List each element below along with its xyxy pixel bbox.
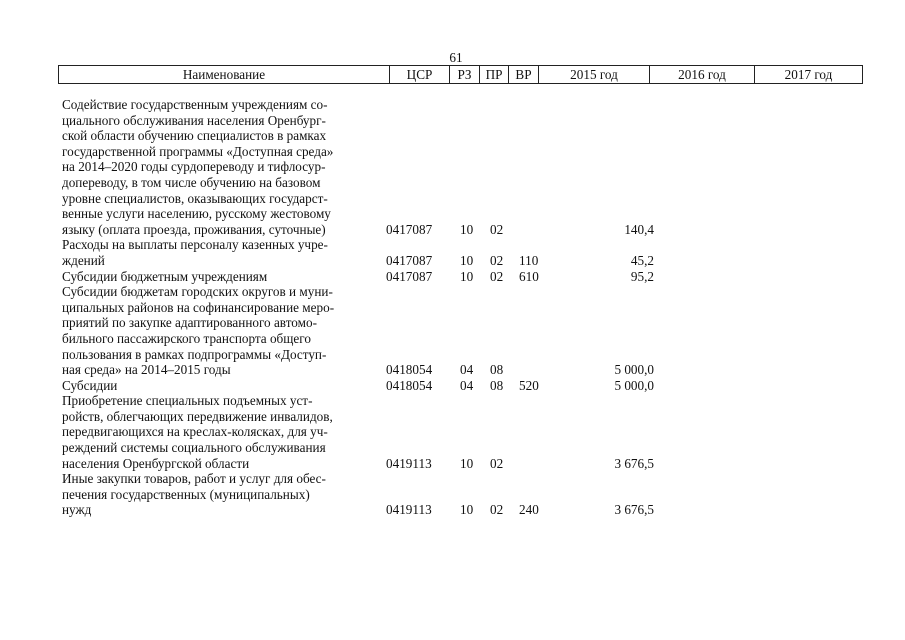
table-row <box>0 284 905 378</box>
row-name-line: ской области обучению специалистов в рамках <box>62 128 327 144</box>
cell-vr: 110 <box>519 252 539 268</box>
row-name <box>62 284 372 378</box>
table-body <box>0 97 905 518</box>
table-row <box>0 97 905 237</box>
header-name: Наименование <box>182 67 266 82</box>
cell-pr: 02 <box>490 268 504 284</box>
row-name-line: ройств, облегчающих передвижение инвалидов, <box>62 408 333 424</box>
cell-2015: 5 000,0 <box>614 377 654 393</box>
row-name-line: на 2014–2020 годы сурдопереводу и тифлосур- <box>62 159 326 175</box>
cell-pr: 02 <box>490 221 504 237</box>
row-name-line: Расходы на выплаты персоналу казенных учре- <box>62 237 328 253</box>
cell-csr: 0417087 <box>386 268 433 284</box>
row-name-line: Содействие государственным учреждениям со- <box>62 97 328 112</box>
cell-rz: 10 <box>460 252 474 268</box>
header-rz: РЗ <box>449 66 479 83</box>
row-name-line: Приобретение специальных подъемных уст- <box>62 393 313 409</box>
table-row <box>0 471 905 518</box>
cell-pr: 08 <box>490 377 504 393</box>
table-row <box>0 269 905 285</box>
row-name-line: государственной программы «Доступная среда» <box>62 143 334 159</box>
row-name-line: допереводу, в том числе обучению на базовом <box>62 174 321 190</box>
header-vr: ВР <box>508 66 538 83</box>
row-name <box>62 471 372 518</box>
row-name-line: печения государственных (муниципальных) <box>62 486 310 502</box>
row-name-line: нужд <box>62 502 92 518</box>
row-name <box>62 237 372 268</box>
cell-2015: 45,2 <box>630 252 654 268</box>
cell-csr: 0419113 <box>386 455 432 471</box>
row-name-line: венные услуги населению, русскому жестовому <box>62 206 331 222</box>
header-2015: 2015 год <box>538 66 649 83</box>
cell-rz: 10 <box>460 502 474 518</box>
cell-csr: 0418054 <box>386 362 433 378</box>
header-csr: ЦСР <box>389 66 449 83</box>
cell-pr: 02 <box>490 455 504 471</box>
cell-2015: 5 000,0 <box>614 362 654 378</box>
row-name-line: уровне специалистов, оказывающих государст- <box>62 190 328 206</box>
row-name-line: приятий по закупке адаптированного автомо- <box>62 315 317 331</box>
cell-vr: 240 <box>519 502 539 518</box>
cell-2015: 95,2 <box>630 268 654 284</box>
row-name-line: Субсидии бюджетам городских округов и муни- <box>62 284 333 300</box>
table-row <box>0 393 905 471</box>
cell-rz: 04 <box>460 377 474 393</box>
row-name-line: циального обслуживания населения Оренбург- <box>62 112 326 128</box>
cell-rz: 10 <box>460 455 474 471</box>
page-number: 61 <box>449 50 463 65</box>
cell-csr: 0419113 <box>386 502 432 518</box>
cell-csr: 0418054 <box>386 377 433 393</box>
row-name-line: реждений системы социального обслуживания <box>62 440 326 456</box>
cell-rz: 10 <box>460 221 474 237</box>
header-2016: 2016 год <box>649 66 754 83</box>
row-name <box>62 378 372 394</box>
table-row <box>0 378 905 394</box>
table-row <box>0 237 905 268</box>
row-name <box>62 97 372 237</box>
row-name-line: Субсидии бюджетным учреждениям <box>62 268 268 284</box>
table-header <box>58 65 863 84</box>
cell-vr: 610 <box>519 268 539 284</box>
header-2017: 2017 год <box>754 66 862 83</box>
row-name-line: Иные закупки товаров, работ и услуг для обес- <box>62 471 326 487</box>
row-name-line: ная среда» на 2014–2015 годы <box>62 362 231 378</box>
row-name <box>62 393 372 471</box>
row-name-line: передвигающихся на креслах-колясках, для уч- <box>62 424 328 440</box>
cell-csr: 0417087 <box>386 252 433 268</box>
row-name-line: Субсидии <box>62 377 118 393</box>
cell-csr: 0417087 <box>386 221 433 237</box>
cell-pr: 02 <box>490 502 504 518</box>
row-name-line: бильного пассажирского транспорта общего <box>62 330 311 346</box>
row-name-line: ципальных районов на софинансирование меро- <box>62 299 335 315</box>
cell-pr: 08 <box>490 362 504 378</box>
row-name-line: пользования в рамках подпрограммы «Доступ- <box>62 346 327 362</box>
cell-pr: 02 <box>490 252 504 268</box>
row-name-line: языку (оплата проезда, проживания, суточные) <box>62 221 326 237</box>
header-pr: ПР <box>479 66 508 83</box>
row-name-line: ждений <box>62 252 105 268</box>
cell-2015: 3 676,5 <box>614 502 654 518</box>
cell-2015: 140,4 <box>624 221 654 237</box>
row-name-line: населения Оренбургской области <box>62 455 250 471</box>
row-name <box>62 269 372 285</box>
cell-2015: 3 676,5 <box>614 455 654 471</box>
cell-rz: 10 <box>460 268 474 284</box>
cell-vr: 520 <box>519 377 539 393</box>
cell-rz: 04 <box>460 362 474 378</box>
